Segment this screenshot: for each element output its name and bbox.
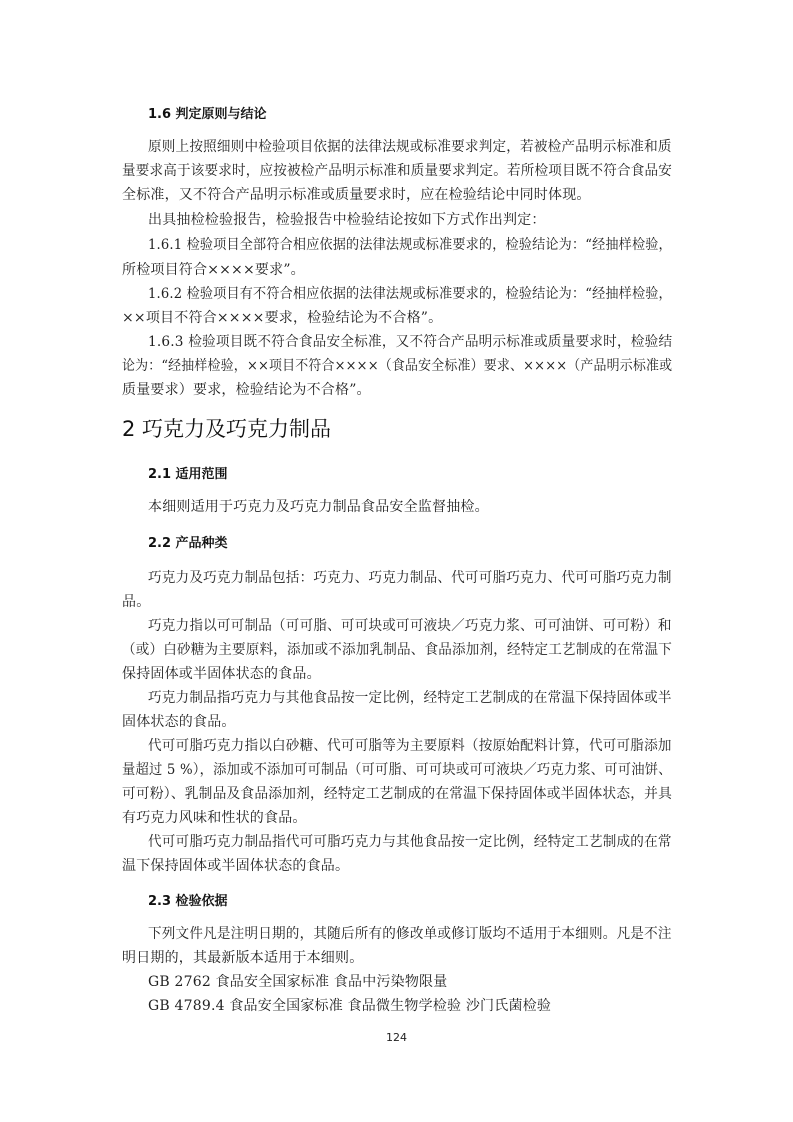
- text-line: 固体状态的食品。: [122, 714, 236, 730]
- text-line: 1.6.3 检验项目既不符合食品安全标准，又不符合产品明示标准或质量要求时，检验结: [148, 334, 673, 350]
- text-line: 量超过 5 %），添加或不添加可可制品（可可脂、可可块或可可液块／巧克力浆、可可油饼、: [122, 762, 672, 778]
- text-line: 温下保持固体或半固体状态的食品。: [122, 858, 350, 874]
- text-line: 原则上按照细则中检验项目依据的法律法规或标准要求判定，若被检产品明示标准和质: [148, 139, 672, 155]
- text-line: 保持固体或半固体状态的食品。: [122, 666, 321, 682]
- text-line: 论为：“经抽样检验，××项目不符合××××（食品安全标准）要求、××××（产品明示标准或: [122, 358, 673, 374]
- page-number: 124: [386, 1031, 407, 1044]
- heading-1-6: 1.6 判定原则与结论: [148, 107, 267, 122]
- text-line: （或）白砂糖为主要原料，添加或不添加乳制品、食品添加剂，经特定工艺制成的在常温下: [122, 642, 672, 658]
- text-line: 下列文件凡是注明日期的，其随后所有的修改单或修订版均不适用于本细则。凡是不注: [148, 926, 672, 942]
- text-line: 可可粉）、乳制品及食品添加剂，经特定工艺制成的在常温下保持固体或半固体状态，并具: [122, 786, 673, 802]
- text-line: 本细则适用于巧克力及巧克力制品食品安全监督抽检。: [148, 499, 489, 515]
- text-line: 巧克力及巧克力制品包括：巧克力、巧克力制品、代可可脂巧克力、代可可脂巧克力制: [148, 570, 672, 586]
- chapter-2-heading: 2 巧克力及巧克力制品: [122, 417, 332, 441]
- standard-reference: GB 2762 食品安全国家标准 食品中污染物限量: [148, 974, 448, 990]
- text-line: 1.6.1 检验项目全部符合相应依据的法律法规或标准要求的，检验结论为：“经抽样检验，: [148, 237, 672, 253]
- text-line: 巧克力指以可可制品（可可脂、可可块或可可液块／巧克力浆、可可油饼、可可粉）和: [148, 618, 672, 634]
- text-line: 代可可脂巧克力指以白砂糖、代可可脂等为主要原料（按原始配料计算，代可可脂添加: [148, 738, 672, 754]
- text-line: 代可可脂巧克力制品指代可可脂巧克力与其他食品按一定比例，经特定工艺制成的在常: [148, 834, 672, 850]
- standard-reference: GB 4789.4 食品安全国家标准 食品微生物学检验 沙门氏菌检验: [148, 998, 552, 1014]
- text-line: 明日期的，其最新版本适用于本细则。: [122, 950, 364, 966]
- heading-2-2: 2.2 产品种类: [148, 536, 228, 551]
- heading-2-3: 2.3 检验依据: [148, 894, 228, 909]
- text-line: 质量要求）要求，检验结论为不合格”。: [122, 382, 371, 398]
- text-line: 品。: [122, 594, 151, 610]
- text-line: 全标准，又不符合产品明示标准或质量要求时，应在检验结论中同时体现。: [122, 187, 591, 203]
- text-line: 巧克力制品指巧克力与其他食品按一定比例，经特定工艺制成的在常温下保持固体或半: [148, 690, 672, 706]
- text-line: 有巧克力风味和性状的食品。: [122, 810, 307, 826]
- text-line: 所检项目符合××××要求”。: [122, 262, 305, 278]
- text-line: 量要求高于该要求时，应按被检产品明示标准和质量要求判定。若所检项目既不符合食品安: [122, 163, 672, 179]
- text-line: ××项目不符合××××要求，检验结论为不合格”。: [122, 310, 443, 326]
- text-line: 出具抽检检验报告，检验报告中检验结论按如下方式作出判定：: [148, 212, 546, 228]
- heading-2-1: 2.1 适用范围: [148, 467, 228, 482]
- text-line: 1.6.2 检验项目有不符合相应依据的法律法规或标准要求的，检验结论为：“经抽样检验，: [148, 286, 672, 302]
